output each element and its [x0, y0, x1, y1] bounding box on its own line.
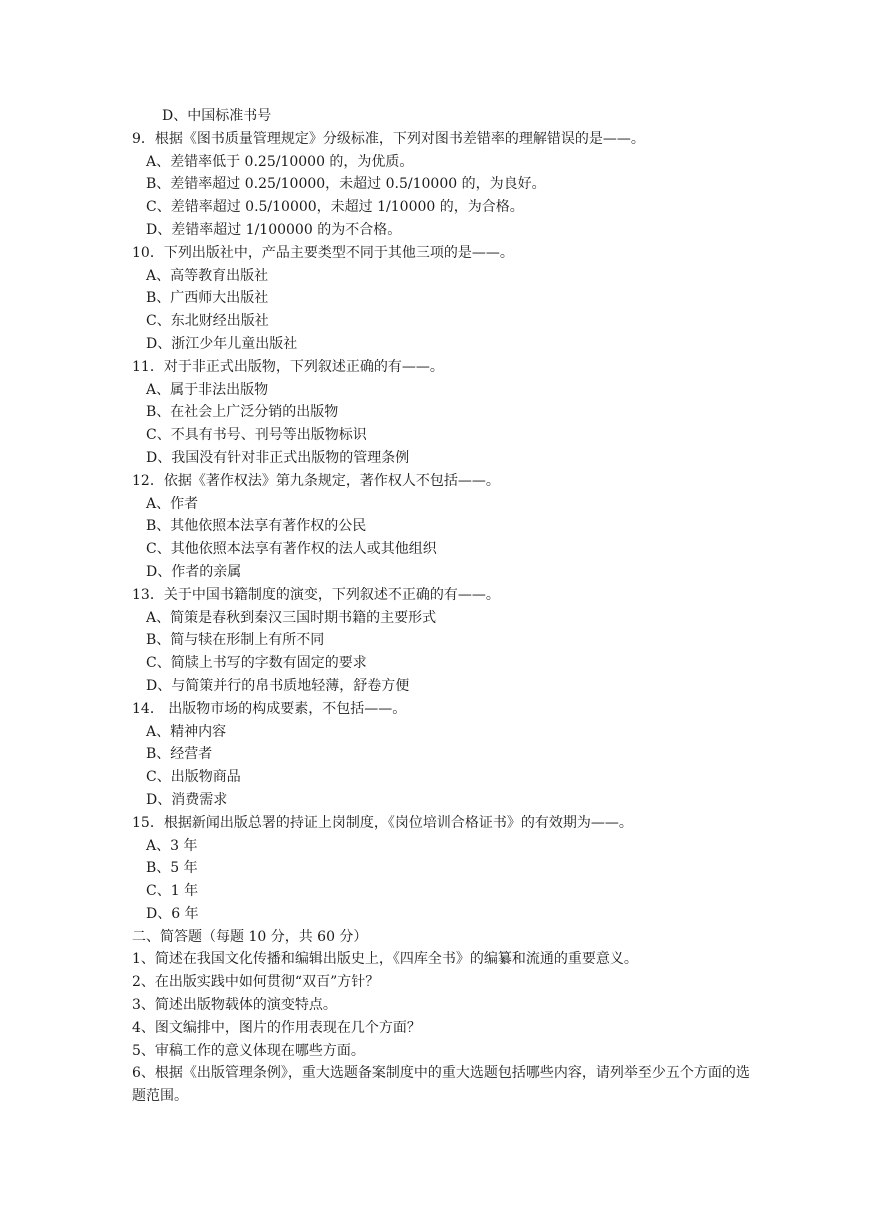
question-stem: 11．对于非正式出版物，下列叙述正确的有——。 [132, 358, 444, 375]
option-d: D、作者的亲属 [146, 563, 242, 580]
option-c: C、出版物商品 [146, 769, 241, 786]
option-a: A、简策是春秋到秦汉三国时期书籍的主要形式 [146, 609, 437, 626]
option-b: B、在社会上广泛分销的出版物 [146, 404, 339, 421]
short-answer-item-3: 3、简述出版物载体的演变特点。 [132, 997, 337, 1014]
option-a: A、属于非法出版物 [146, 381, 269, 398]
short-answer-item-6: 6、根据《出版管理条例》，重大选题备案制度中的重大选题包括哪些内容，请列举至少五个方面的选题范围。 [132, 1065, 750, 1105]
option-d: D、消费需求 [146, 791, 228, 808]
question-11 [132, 356, 752, 470]
option-d: D、差错率超过 1/100000 的为不合格。 [146, 221, 402, 238]
question-14 [132, 698, 752, 812]
q8-option-d: D、中国标准书号 [162, 108, 272, 124]
short-answer-section [132, 926, 752, 1108]
option-c: C、其他依照本法享有著作权的法人或其他组织 [146, 541, 437, 558]
short-answer-item-5: 5、审稿工作的意义体现在哪些方面。 [132, 1042, 365, 1059]
option-c: C、简牍上书写的字数有固定的要求 [146, 655, 367, 672]
option-b: B、其他依照本法享有著作权的公民 [146, 518, 367, 535]
short-answer-item-4: 4、图文编排中，图片的作用表现在几个方面？ [132, 1019, 421, 1036]
question-15 [132, 812, 752, 926]
question-9 [132, 128, 752, 242]
option-a: A、精神内容 [146, 723, 227, 740]
short-answer-item-2: 2、在出版实践中如何贯彻“双百”方针？ [132, 974, 380, 991]
question-stem: 15．根据新闻出版总署的持证上岗制度，《岗位培训合格证书》的有效期为——。 [132, 814, 633, 831]
option-a: A、高等教育出版社 [146, 267, 269, 284]
question-stem: 13．关于中国书籍制度的演变，下列叙述不正确的有——。 [132, 586, 500, 603]
option-b: B、经营者 [146, 746, 213, 763]
question-10 [132, 242, 752, 356]
option-b: B、广西师大出版社 [146, 290, 269, 307]
option-a: A、3 年 [146, 837, 198, 854]
option-c: C、东北财经出版社 [146, 313, 269, 330]
question-stem: 10．下列出版社中，产品主要类型不同于其他三项的是——。 [132, 244, 514, 261]
exam-content [132, 105, 752, 1108]
option-b: B、简与犊在形制上有所不同 [146, 632, 325, 649]
question-12 [132, 470, 752, 584]
option-c: C、差错率超过 0.5/10000，未超过 1/10000 的，为合格。 [146, 199, 524, 216]
question-stem: 12．依据《著作权法》第九条规定，著作权人不包括——。 [132, 472, 500, 489]
option-c: C、1 年 [146, 883, 199, 900]
short-answer-item-1: 1、简述在我国文化传播和编辑出版史上，《四库全书》的编纂和流通的重要意义。 [132, 951, 638, 968]
option-d: D、与简策并行的帛书质地轻薄，舒卷方便 [146, 677, 410, 694]
section-heading: 二、简答题（每题 10 分，共 60 分） [132, 928, 368, 945]
option-d: D、我国没有针对非正式出版物的管理条例 [146, 449, 410, 466]
question-stem: 14． 出版物市场的构成要素，不包括——。 [132, 700, 407, 717]
question-13 [132, 584, 752, 698]
option-a: A、作者 [146, 495, 199, 512]
option-b: B、5 年 [146, 860, 198, 877]
option-a: A、差错率低于 0.25/10000 的，为优质。 [146, 153, 414, 170]
option-d: D、6 年 [146, 905, 199, 922]
question-stem: 9．根据《图书质量管理规定》分级标准，下列对图书差错率的理解错误的是——。 [132, 130, 645, 147]
option-c: C、不具有书号、刊号等出版物标识 [146, 427, 367, 444]
option-d: D、浙江少年儿童出版社 [146, 335, 298, 352]
option-b: B、差错率超过 0.25/10000，未超过 0.5/10000 的，为良好。 [146, 176, 546, 193]
